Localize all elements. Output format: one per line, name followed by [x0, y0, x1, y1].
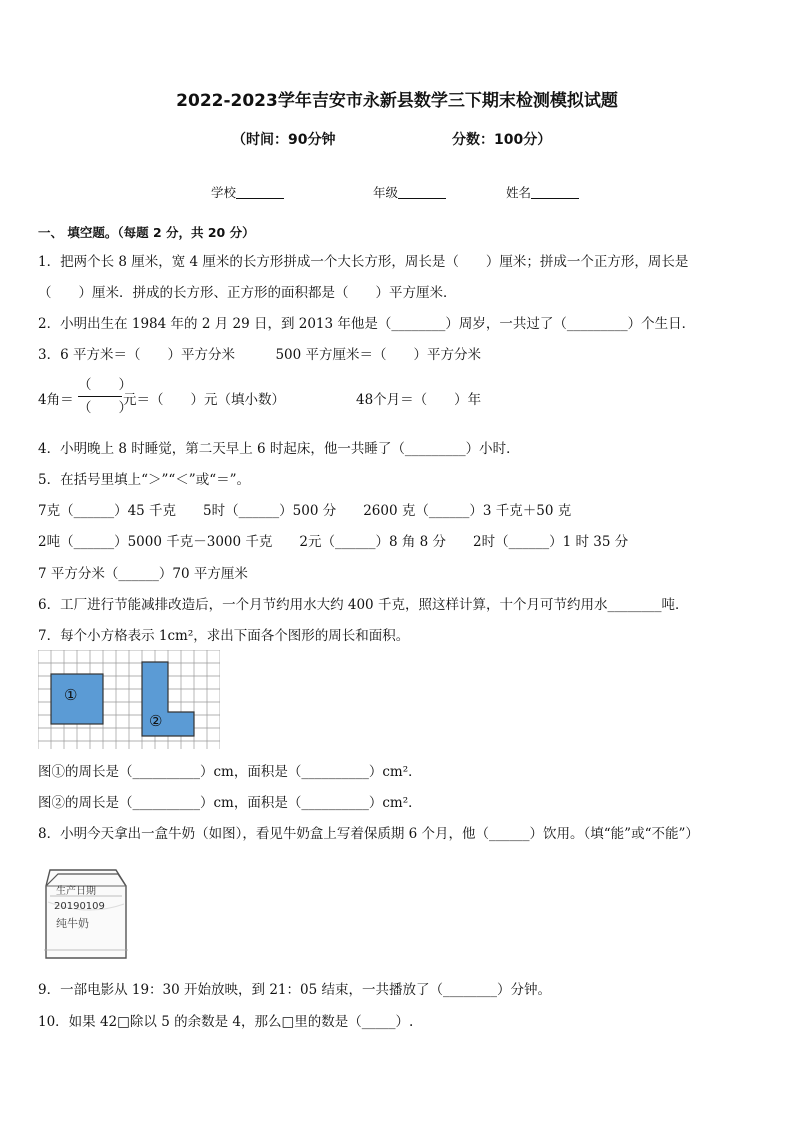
question-9: 9．一部电影从 19：30 开始放映，到 21：05 结束，一共播放了（________）分钟。 [38, 982, 551, 998]
exam-score: 分数：100分） [452, 132, 552, 148]
name-field [506, 183, 579, 201]
question-7-answer-1: 图①的周长是（__________）cm，面积是（__________）cm²． [38, 764, 422, 780]
fraction-suffix: 元＝（ ）元（填小数） [123, 392, 285, 408]
question-1-line-1: 1．把两个长 8 厘米，宽 4 厘米的长方形拼成一个大长方形，周长是（ ）厘米；拼成一个正方形，周长是 [38, 254, 689, 270]
school-blank[interactable] [236, 186, 284, 199]
question-5-row-3: 7 平方分米（______）70 平方厘米 [38, 566, 248, 582]
grade-label: 年级 [373, 185, 399, 200]
exam-time: （时间：90分钟 [232, 132, 336, 148]
grade-blank[interactable] [398, 186, 446, 199]
section-heading: 一、 填空题。（每题 2 分，共 20 分） [38, 225, 255, 240]
fraction [78, 375, 132, 418]
milk-product-name: 纯牛奶 [56, 917, 89, 930]
question-7: 7．每个小方格表示 1cm²，求出下面各个图形的周长和面积。 [38, 628, 410, 644]
question-7-answer-2: 图②的周长是（__________）cm，面积是（__________）cm²． [38, 795, 422, 811]
question-10: 10．如果 42□除以 5 的余数是 4，那么□里的数是（_____）. [38, 1014, 414, 1030]
milk-date-label: 生产日期 [56, 886, 96, 897]
question-5: 5．在括号里填上“＞”“＜”或“＝”。 [38, 472, 250, 488]
question-1-line-2: （ ）厘米．拼成的长方形、正方形的面积都是（ ）平方厘米． [38, 285, 457, 301]
grade-field [373, 183, 446, 201]
milk-carton-icon [38, 862, 134, 962]
question-5-row-2: 2吨（______）5000 千克－3000 千克 2元（______）8 角 8 分 2时（______）1 时 35 分 [38, 534, 629, 550]
question-6: 6．工厂进行节能减排改造后，一个月节约用水大约 400 千克，照这样计算，十个月可节约用水________吨． [38, 597, 689, 613]
shape-1-label: ① [64, 686, 78, 704]
question-2: 2．小明出生在 1984 年的 2 月 29 日，到 2013 年他是（________）周岁，一共过了（_________）个生日． [38, 316, 696, 332]
school-label: 学校 [211, 185, 237, 200]
fraction-numerator: （ ） [78, 377, 132, 393]
question-4: 4．小明晚上 8 时睡觉，第二天早上 6 时起床，他一共睡了（_________）小时． [38, 441, 520, 457]
grid-figure [38, 650, 220, 749]
months-to-years: 48个月＝（ ）年 [356, 392, 482, 408]
fraction-denominator: （ ） [78, 400, 132, 416]
shape-2-label: ② [149, 712, 163, 730]
school-field [211, 183, 284, 201]
question-8: 8．小明今天拿出一盒牛奶（如图），看见牛奶盒上写着保质期 6 个月，他（______）饮用。（填“能”或“不能”） [38, 826, 699, 842]
fraction-prefix: 4角＝ [38, 392, 74, 408]
name-blank[interactable] [531, 186, 579, 199]
page-title: 2022-2023学年吉安市永新县数学三下期末检测模拟试题 [176, 91, 618, 111]
milk-date-value: 20190109 [54, 901, 105, 912]
question-3-line-1: 3．6 平方米＝（ ）平方分米 500 平方厘米＝（ ）平方分米 [38, 347, 482, 363]
fraction-bar [78, 396, 122, 397]
question-5-row-1: 7克（______）45 千克 5时（______）500 分 2600 克（______）3 千克＋50 克 [38, 503, 572, 519]
name-label: 姓名 [506, 185, 532, 200]
